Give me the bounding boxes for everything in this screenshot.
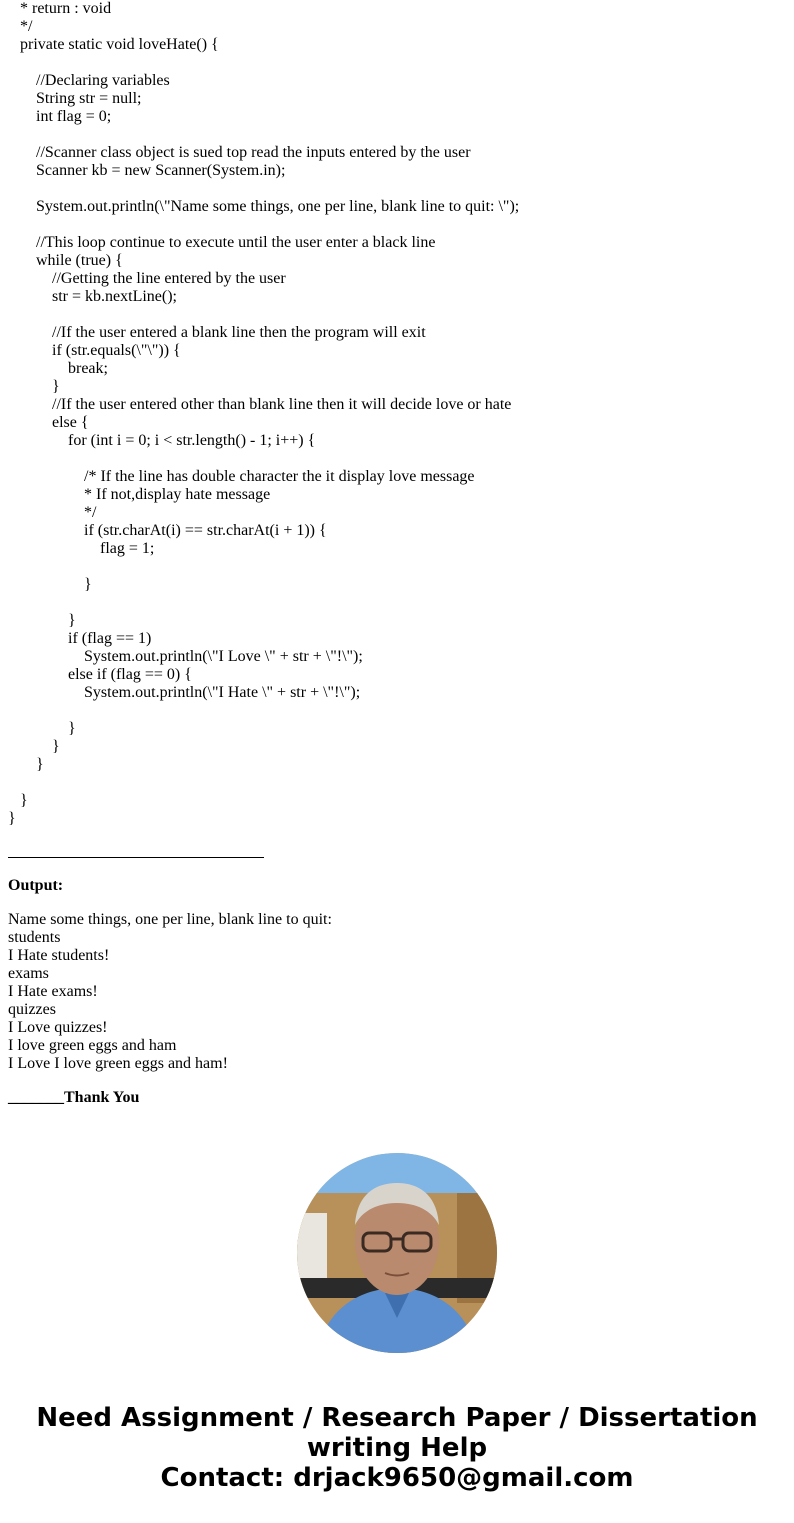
help-banner: [0, 1403, 794, 1493]
code-line: }: [8, 756, 44, 773]
code-line: int flag = 0;: [8, 108, 112, 125]
code-line: System.out.println(\"Name some things, one per line, blank line to quit: \");: [8, 198, 520, 215]
code-line: }: [8, 720, 76, 737]
divider: [8, 857, 264, 858]
code-line: */: [8, 504, 97, 521]
output-line: quizzes: [8, 1001, 56, 1018]
code-line: else if (flag == 0) {: [8, 666, 192, 683]
code-line: * If not,display hate message: [8, 486, 271, 503]
output-heading: Output:: [8, 877, 64, 894]
code-line: }: [8, 792, 28, 809]
code-line: //If the user entered other than blank line then it will decide love or hate: [8, 396, 512, 413]
code-line: [8, 450, 519, 468]
output-line: I Love I love green eggs and ham!: [8, 1055, 228, 1072]
code-line: * return : void: [8, 0, 112, 17]
banner-line-1: Need Assignment / Research Paper / Dissertation: [36, 1403, 758, 1433]
code-line: }: [8, 810, 16, 827]
code-line: //Getting the line entered by the user: [8, 270, 286, 287]
code-line: else {: [8, 414, 89, 431]
code-line: if (flag == 1): [8, 630, 152, 647]
output-line: Name some things, one per line, blank line to quit:: [8, 911, 332, 928]
code-line: for (int i = 0; i < str.length() - 1; i++) {: [8, 432, 316, 449]
code-line: [8, 54, 519, 72]
banner-contact[interactable]: Contact: drjack9650@gmail.com: [160, 1463, 634, 1493]
code-line: [8, 702, 519, 720]
output-block: [8, 911, 332, 1073]
output-line: I Hate exams!: [8, 983, 98, 1000]
author-avatar: [297, 1153, 497, 1353]
code-line: */: [8, 18, 33, 35]
code-line: [8, 774, 519, 792]
code-line: String str = null;: [8, 90, 142, 107]
code-line: //If the user entered a blank line then the program will exit: [8, 324, 426, 341]
code-line: }: [8, 612, 76, 629]
thank-you-text: _______Thank You: [8, 1089, 140, 1106]
output-line: I love green eggs and ham: [8, 1037, 177, 1054]
output-line: students: [8, 929, 61, 946]
banner-line-2: writing Help: [306, 1433, 488, 1463]
code-line: [8, 126, 519, 144]
author-portrait: [297, 1153, 497, 1353]
code-line: flag = 1;: [8, 540, 155, 557]
code-line: System.out.println(\"I Love \" + str + \"!\");: [8, 648, 363, 665]
output-line: I Hate students!: [8, 947, 110, 964]
code-line: System.out.println(\"I Hate \" + str + \"!\");: [8, 684, 361, 701]
code-line: private static void loveHate() {: [8, 36, 219, 53]
code-line: }: [8, 576, 92, 593]
code-line: if (str.charAt(i) == str.charAt(i + 1)) {: [8, 522, 327, 539]
code-line: /* If the line has double character the it display love message: [8, 468, 475, 485]
code-line: [8, 594, 519, 612]
code-line: while (true) {: [8, 252, 123, 269]
code-line: //Declaring variables: [8, 72, 170, 89]
code-line: break;: [8, 360, 108, 377]
code-block: [8, 0, 519, 828]
code-line: [8, 216, 519, 234]
code-line: }: [8, 738, 60, 755]
code-line: //This loop continue to execute until the user enter a black line: [8, 234, 436, 251]
code-line: Scanner kb = new Scanner(System.in);: [8, 162, 286, 179]
code-line: [8, 306, 519, 324]
code-line: str = kb.nextLine();: [8, 288, 177, 305]
code-line: }: [8, 378, 60, 395]
code-line: if (str.equals(\"\")) {: [8, 342, 181, 359]
output-line: I Love quizzes!: [8, 1019, 108, 1036]
code-line: [8, 180, 519, 198]
code-line: //Scanner class object is sued top read the inputs entered by the user: [8, 144, 471, 161]
code-line: [8, 558, 519, 576]
output-line: exams: [8, 965, 49, 982]
